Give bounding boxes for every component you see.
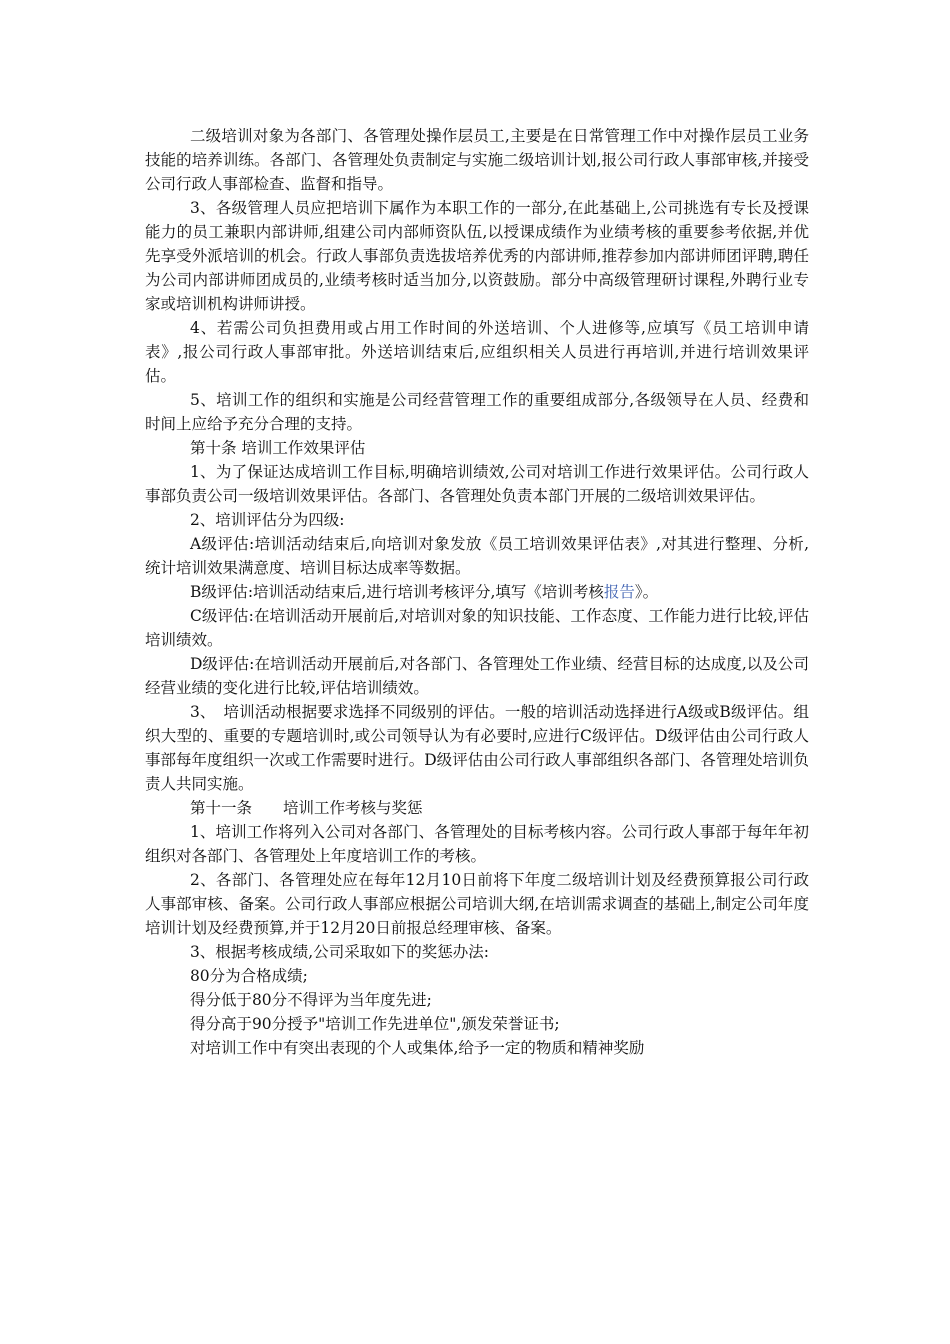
paragraph-assessment-item-3: 3、根据考核成绩,公司采取如下的奖惩办法:	[189, 943, 489, 961]
paragraph-second-level-training: 二级培训对象为各部门、各管理处操作层员工,主要是在日常管理工作中对操作层员工业务技能的培养训练。各部门、各管理处负责制定与实施二级培训计划,报公司行政人事部审核,并接受公司行政人事部检查、监督和指导。	[145, 127, 809, 193]
rule-outstanding-reward: 对培训工作中有突出表现的个人或集体,给予一定的物质和精神奖励	[189, 1039, 645, 1057]
section-heading-article-10: 第十条 培训工作效果评估	[189, 439, 366, 457]
paragraph-c-level-evaluation: C级评估:在培训活动开展前后,对培训对象的知识技能、工作态度、工作能力进行比较,评估培训绩效。	[145, 607, 809, 649]
b-level-text-after: 》。	[634, 583, 659, 601]
rule-below-80: 得分低于80分不得评为当年度先进;	[189, 991, 432, 1009]
paragraph-item-3-internal-lecturers: 3、各级管理人员应把培训下属作为本职工作的一部分,在此基础上,公司挑选有专长及授课能力的员工兼职内部讲师,组建公司内部师资队伍,以授课成绩作为业绩考核的重要参考依据,并优先享受外派培训的机会。行政人事部负责选拔培养优秀的内部讲师,推荐参加内部讲师团评聘,聘任为公司内部讲师团成员的,业绩考核时适当加分,以资鼓励。部分中高级管理研讨课程,外聘行业专家或培训机构讲师讲授。	[145, 199, 809, 313]
section-heading-article-11: 第十一条 培训工作考核与奖惩	[189, 799, 423, 817]
paragraph-item-4-external-training: 4、若需公司负担费用或占用工作时间的外送培训、个人进修等,应填写《员工培训申请表》,报公司行政人事部审批。外送培训结束后,应组织相关人员进行再培训,并进行培训效果评估。	[145, 319, 809, 385]
rule-above-90: 得分高于90分授予"培训工作先进单位",颁发荣誉证书;	[189, 1015, 560, 1033]
paragraph-assessment-item-1: 1、培训工作将列入公司对各部门、各管理处的目标考核内容。公司行政人事部于每年年初组织对各部门、各管理处上年度培训工作的考核。	[145, 823, 809, 865]
paragraph-evaluation-item-2: 2、培训评估分为四级:	[189, 511, 345, 529]
paragraph-assessment-item-2: 2、各部门、各管理处应在每年12月10日前将下年度二级培训计划及经费预算报公司行政人事部审核、备案。公司行政人事部应根据公司培训大纲,在培训需求调查的基础上,制定公司年度培训计划及经费预算,并于12月20日前报总经理审核、备案。	[145, 871, 809, 937]
paragraph-a-level-evaluation: A级评估:培训活动结束后,向培训对象发放《员工培训效果评估表》,对其进行整理、分析,统计培训效果满意度、培训目标达成率等数据。	[145, 535, 809, 577]
rule-pass-score: 80分为合格成绩;	[189, 967, 308, 985]
paragraph-b-level-evaluation	[145, 580, 809, 604]
paragraph-d-level-evaluation: D级评估:在培训活动开展前后,对各部门、各管理处工作业绩、经营目标的达成度,以及公司经营业绩的变化进行比较,评估培训绩效。	[145, 655, 809, 697]
paragraph-evaluation-item-3: 3、 培训活动根据要求选择不同级别的评估。一般的培训活动选择进行A级或B级评估。组织大型的、重要的专题培训时,或公司领导认为有必要时,应进行C级评估。D级评估由公司行政人事部每年度组织一次或工作需要时进行。D级评估由公司行政人事部组织各部门、各管理处培训负责人共同实施。	[145, 703, 809, 793]
paragraph-item-5-support: 5、培训工作的组织和实施是公司经营管理工作的重要组成部分,各级领导在人员、经费和时间上应给予充分合理的支持。	[145, 391, 809, 433]
report-link[interactable]: 报告	[603, 583, 635, 601]
b-level-text-before: B级评估:培训活动结束后,进行培训考核评分,填写《培训考核	[189, 583, 604, 601]
paragraph-evaluation-item-1: 1、为了保证达成培训工作目标,明确培训绩效,公司对培训工作进行效果评估。公司行政人事部负责公司一级培训效果评估。各部门、各管理处负责本部门开展的二级培训效果评估。	[145, 463, 809, 505]
document-body	[145, 124, 809, 1060]
